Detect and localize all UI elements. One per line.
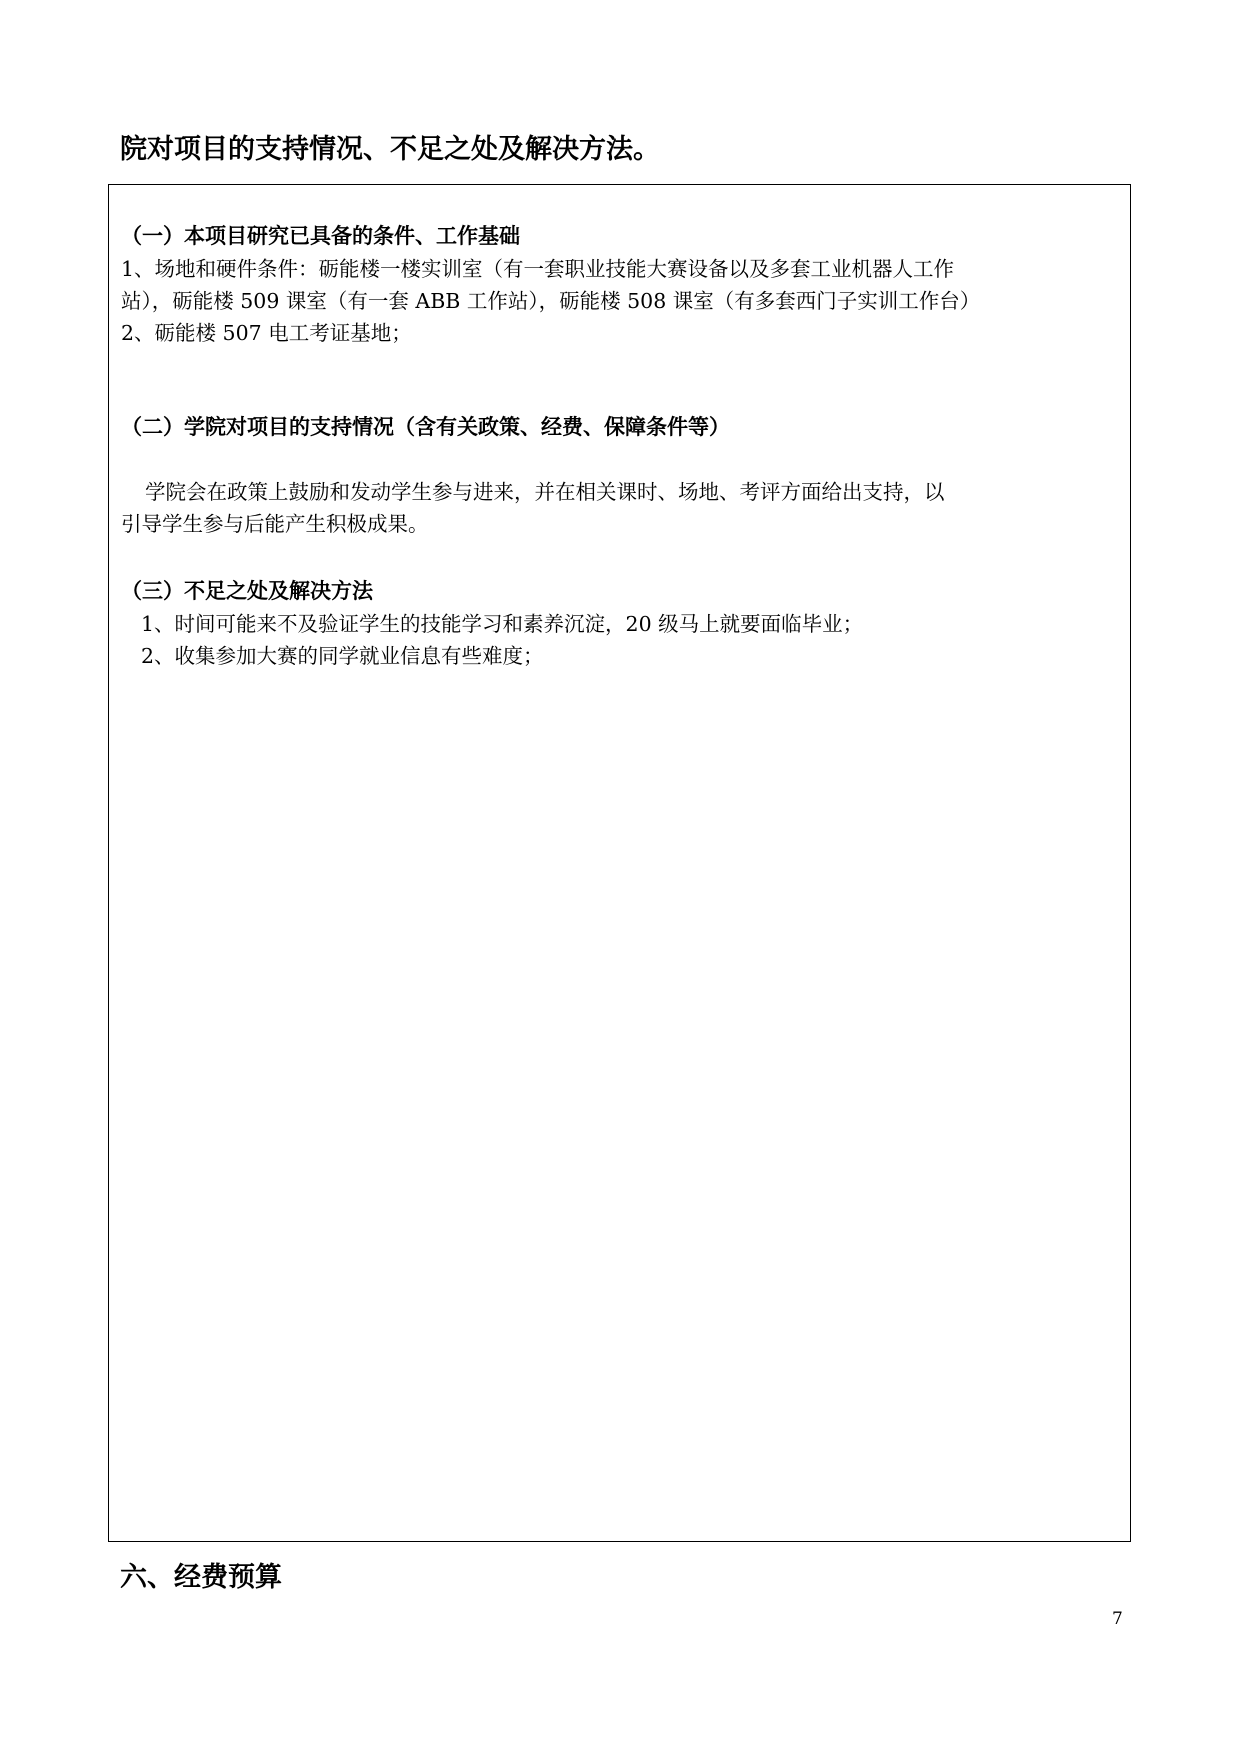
conditions-line-1: 1、场地和硬件条件：砺能楼一楼实训室（有一套职业技能大赛设备以及多套工业机器人工作: [121, 257, 955, 281]
support-line-1: 学院会在政策上鼓励和发动学生参与进来，并在相关课时、场地、考评方面给出支持，以: [145, 480, 945, 504]
shortcomings-line-2: 2、收集参加大赛的同学就业信息有些难度；: [141, 644, 544, 668]
page-number: 7: [1112, 1609, 1123, 1629]
subsection-title-support: （二）学院对项目的支持情况（含有关政策、经费、保障条件等）: [121, 415, 730, 439]
subsection-title-shortcomings: （三）不足之处及解决方法: [121, 579, 373, 603]
conditions-line-3: 2、砺能楼 507 电工考证基地；: [121, 321, 412, 345]
section-heading-continued: 院对项目的支持情况、不足之处及解决方法。: [120, 134, 660, 165]
support-line-2: 引导学生参与后能产生积极成果。: [121, 512, 429, 536]
section-heading-budget: 六、经费预算: [120, 1562, 282, 1593]
content-box: [108, 184, 1131, 1542]
subsection-title-conditions: （一）本项目研究已具备的条件、工作基础: [121, 224, 520, 248]
conditions-line-2: 站），砺能楼 509 课室（有一套 ABB 工作站），砺能楼 508 课室（有多套西门子实训工作台）: [121, 289, 981, 313]
shortcomings-line-1: 1、时间可能来不及验证学生的技能学习和素养沉淀，20 级马上就要面临毕业；: [141, 612, 864, 636]
